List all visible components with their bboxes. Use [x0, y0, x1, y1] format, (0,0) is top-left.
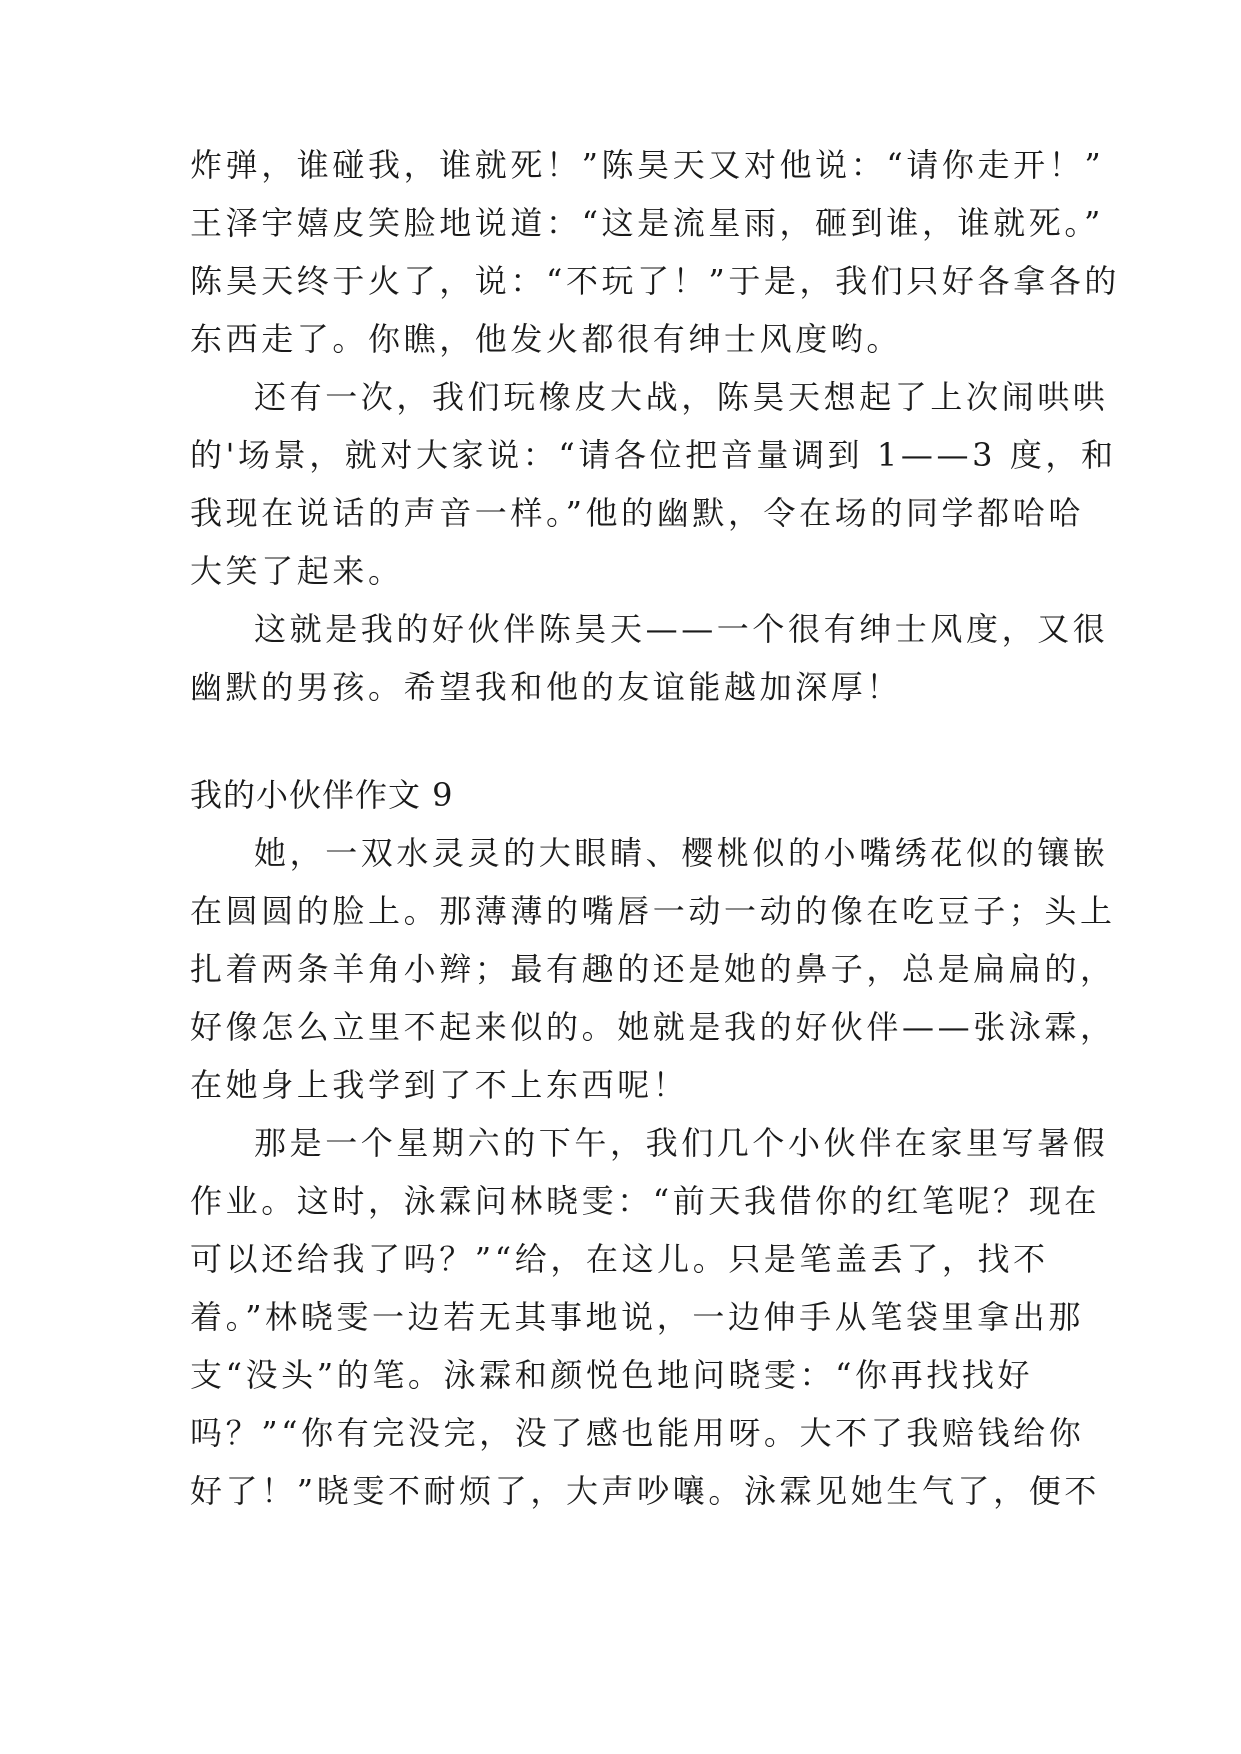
text-line: 王泽宇嬉皮笑脸地说道：“这是流星雨，砸到谁，谁就死。” [190, 204, 1104, 242]
text-line: 支“没头”的笔。泳霖和颜悦色地问晓雯：“你再找找好 [190, 1356, 1034, 1394]
text-line: 陈昊天终于火了，说：“不玩了！”于是，我们只好各拿各的 [190, 262, 1120, 300]
text-line: 吗？”“你有完没完，没了感也能用呀。大不了我赔钱给你 [190, 1414, 1085, 1452]
text-line: 可以还给我了吗？”“给，在这儿。只是笔盖丢了，找不 [190, 1240, 1049, 1278]
text-line: 好了！”晓雯不耐烦了，大声吵嚷。泳霖见她生气了，便不 [190, 1472, 1100, 1510]
text-line: 东西走了。你瞧，他发火都很有绅士风度哟。 [190, 320, 903, 358]
text-line: 扎着两条羊角小辫；最有趣的还是她的鼻子，总是扁扁的， [190, 950, 1116, 988]
text-line: 在她身上我学到了不上东西呢！ [190, 1066, 689, 1104]
section-heading: 我的小伙伴作文 9 [190, 776, 454, 814]
text-line: 好像怎么立里不起来似的。她就是我的好伙伴——张泳霖， [190, 1008, 1116, 1046]
text-line: 在圆圆的脸上。那薄薄的嘴唇一动一动的像在吃豆子；头上 [190, 892, 1116, 930]
paragraph-start-line: 她，一双水灵灵的大眼睛、樱桃似的小嘴绣花似的镶嵌 [254, 834, 1109, 872]
paragraph-start-line: 这就是我的好伙伴陈昊天——一个很有绅士风度，又很 [254, 610, 1109, 648]
text-line: 着。”林晓雯一边若无其事地说，一边伸手从笔袋里拿出那 [190, 1298, 1084, 1336]
text-line: 大笑了起来。 [190, 552, 404, 590]
text-line: 炸弹，谁碰我，谁就死！”陈昊天又对他说：“请你走开！” [190, 146, 1105, 184]
text-line: 的'场景，就对大家说：“请各位把音量调到 1——3 度，和 [190, 436, 1117, 474]
paragraph-start-line: 那是一个星期六的下午，我们几个小伙伴在家里写暑假 [254, 1124, 1109, 1162]
text-line: 幽默的男孩。希望我和他的友谊能越加深厚！ [190, 668, 903, 706]
paragraph-start-line: 还有一次，我们玩橡皮大战，陈昊天想起了上次闹哄哄 [254, 378, 1109, 416]
text-line: 我现在说话的声音一样。”他的幽默，令在场的同学都哈哈 [190, 494, 1084, 532]
text-line: 作业。这时，泳霖问林晓雯：“前天我借你的红笔呢？现在 [190, 1182, 1100, 1220]
